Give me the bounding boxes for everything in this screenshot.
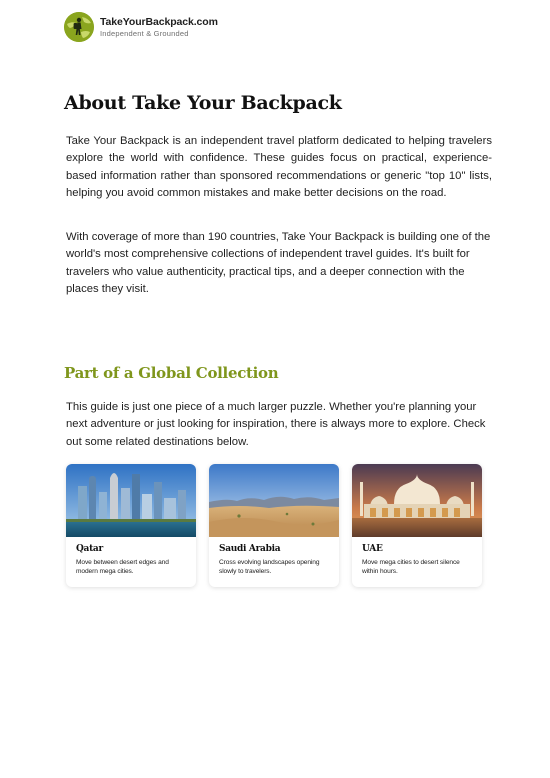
card-description: Cross evolving landscapes opening slowly to travelers. — [219, 559, 320, 575]
card-title: UAE — [362, 544, 383, 554]
card-title: Saudi Arabia — [219, 544, 281, 554]
page-title: About Take Your Backpack — [64, 92, 342, 114]
destination-card-uae[interactable] — [352, 464, 482, 587]
destination-card-saudi-arabia[interactable] — [209, 464, 339, 587]
collection-intro: This guide is just one piece of a much larger puzzle. Whether you're planning your next adventure or just looking for inspiration, there is always more to explore. Check out some related destinations below. — [66, 401, 486, 448]
destination-cards — [66, 464, 482, 587]
qatar-skyline-image — [66, 464, 196, 537]
backpacker-icon[interactable] — [64, 12, 94, 42]
site-header — [64, 12, 218, 42]
about-paragraph-2: With coverage of more than 190 countries, Take Your Backpack is building one of the world's most comprehensive collections of independent travel guides. It's built for travelers who value authenticity, practical tips, and a deeper connection with the places they visit. — [66, 231, 491, 296]
saudi-desert-image — [209, 464, 339, 537]
card-title: Qatar — [76, 544, 103, 554]
brand-tagline: Independent & Grounded — [100, 28, 189, 38]
section-title: Part of a Global Collection — [64, 364, 279, 382]
brand-name[interactable]: TakeYourBackpack.com — [100, 16, 218, 28]
destination-card-qatar[interactable] — [66, 464, 196, 587]
card-description: Move mega cities to desert silence within hours. — [362, 559, 460, 575]
uae-mosque-image — [352, 464, 482, 537]
about-paragraph-1: Take Your Backpack is an independent travel platform dedicated to helping travelers explore the world with confidence. These guides focus on practical, experience-based information rather than sponsored recommendations or generic "top 10" lists, helping you avoid common mistakes and make better decisions on the road. — [66, 135, 492, 200]
card-description: Move between desert edges and modern mega cities. — [76, 559, 169, 575]
